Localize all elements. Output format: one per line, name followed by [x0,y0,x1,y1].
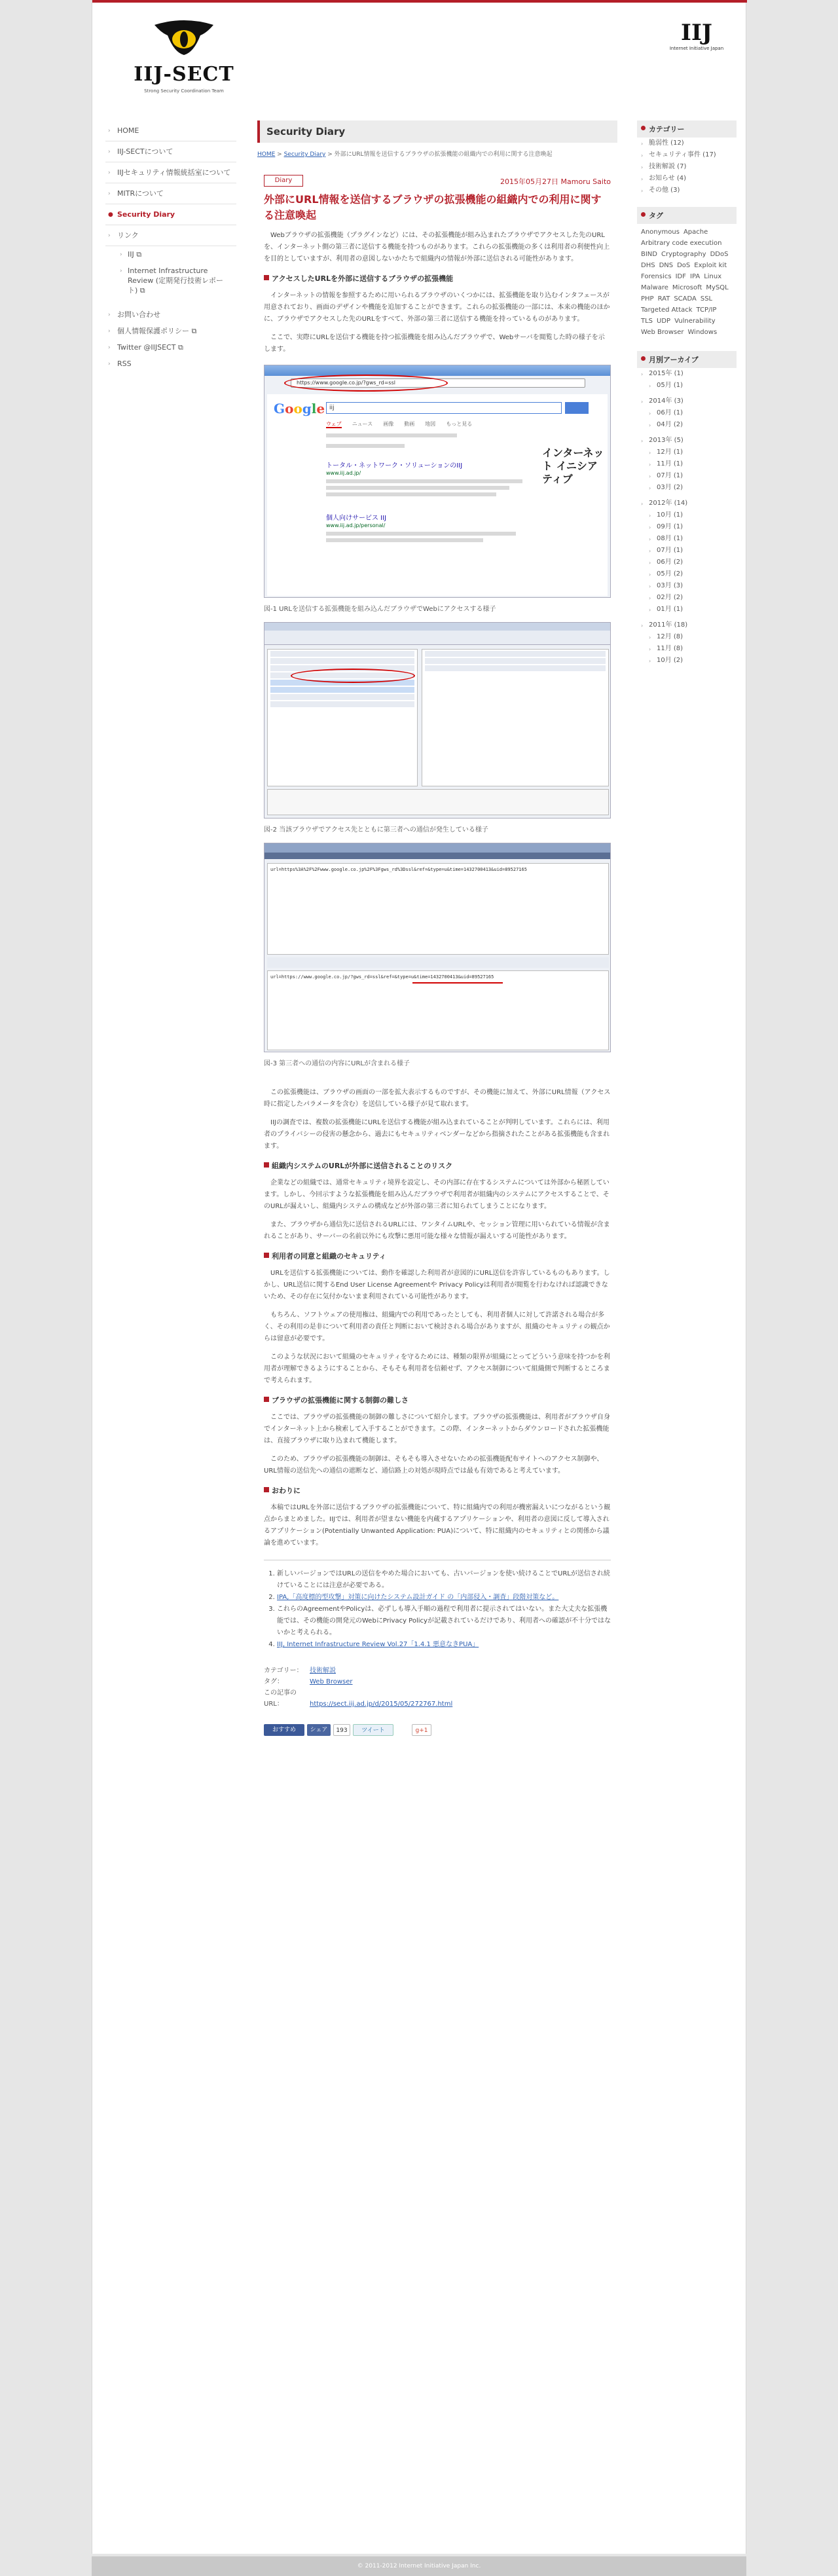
chevron-right-icon: › [649,583,651,589]
breadcrumb-diary[interactable]: Security Diary [283,151,326,158]
chevron-right-icon: › [641,164,644,170]
chevron-right-icon: › [641,623,644,629]
post-title: 外部にURL情報を送信するブラウザの拡張機能の組織内での利用に関する注意喚起 [264,193,602,221]
archive-month[interactable] [637,470,737,482]
eye-logo-icon [155,20,213,59]
chevron-right-icon: › [649,450,651,456]
result-placeholder [326,433,457,437]
status-pane [267,789,609,815]
figure-browser-screenshot[interactable] [264,365,611,598]
footnote: 3. これらのAgreementやPolicyは、必ずしも導入手順の過程で利用者に提示されてはいない。また大丈夫な拡張機能では、その機能の開発元のWebにPrivacy Policyが記載されているだけであり、利用者への確認が不十分ではないかと考えられる。 [277,1604,611,1639]
nav-label: リンク [117,231,139,240]
search-tab: 動画 [404,421,415,427]
tag-link[interactable]: Cryptography [661,251,706,258]
archive-month[interactable] [637,655,737,667]
breadcrumb-sep: > [275,151,284,158]
tool-titlebar [264,843,610,853]
tag-link[interactable]: SSL [700,295,713,303]
result-placeholder [326,532,516,536]
section-heading: 利用者の同意と組織のセキュリティ [257,1251,617,1261]
archive-month-label: 07月 (1) [657,472,683,479]
iij-mark: IIJ [681,20,712,46]
result-placeholder [326,486,509,490]
search-tab: ウェブ [326,421,342,427]
result-url: www.iij.ad.jp/personal/ [326,523,386,528]
archive-month[interactable] [637,482,737,494]
archive-month-label: 05月 (2) [657,570,683,578]
chevron-right-icon: › [108,361,111,367]
decoded-request-text: url=https://www.google.co.jp/?gws_rd=ssl&ref=&type=u&time=1432700413&uid=89527165 [267,970,609,1050]
tag-cloud [637,224,737,340]
chevron-right-icon: › [641,399,644,405]
chevron-right-icon: › [649,658,651,664]
inspector-panel [422,649,609,786]
transform-toolbar [267,957,609,968]
info-label: カテゴリー： [264,1667,303,1674]
archive-month-label: 10月 (2) [657,657,683,664]
chevron-right-icon: › [649,473,651,479]
knowledge-panel-title: インターネット イニシアティブ [542,447,604,485]
archive-month[interactable] [637,545,737,557]
archive-month-label: 03月 (2) [657,484,683,491]
archive-month[interactable] [637,419,737,431]
category-label: お知らせ (4) [649,175,687,182]
category-label: 脆弱性 (12) [649,139,684,147]
archive-month[interactable] [637,580,737,592]
archive-month-label: 04月 (2) [657,421,683,428]
archive-month[interactable] [637,557,737,568]
browser-body [267,394,608,596]
archive-month[interactable] [637,592,737,604]
nav-item-about-office[interactable] [105,162,236,183]
paragraph: 企業などの組織では、通常セキュリティ境界を設定し、その内部に存在するシステムについては外部から秘匿しています。しかし、今回示すような拡張機能を組み込んだブラウザで利用者が組織内のシステムにアクセスすることで、そのURLが漏えいし、組織内システムの構成などが外部の第三者に知られてしまうことになります。 [264,1179,610,1210]
tag-link[interactable]: DoS [677,262,691,269]
search-tab: もっと見る [446,421,473,427]
archive-month-label: 03月 (3) [657,582,683,589]
section-heading: ブラウザの拡張機能に関する制御の難しさ [257,1395,617,1405]
section-heading: 組織内システムのURLが外部に送信されることのリスク [257,1160,617,1171]
search-box: iij [326,402,562,414]
chevron-right-icon: › [108,128,111,134]
tag-link[interactable]: DNS [659,262,674,269]
category-label: その他 (3) [649,187,680,194]
paragraph: このため、ブラウザの拡張機能の制御は、そもそも導入させないための拡張機能配布サイトへのアクセス制御や、URL情報の送信先への通信の遮断など、通信路上の対処が現時点では最も有効であると考えています。 [264,1456,604,1475]
logo-text: IIJ-SECT [134,63,234,86]
paragraph: ここで、実際にURLを送信する機能を持つ拡張機能を組み込んだブラウザで、Webサーバを閲覧した時の様子を示します。 [264,334,605,353]
category-label: 技術解説 (7) [649,163,687,170]
right-sidebar [637,120,737,671]
left-navigation [105,120,236,372]
tag-link[interactable]: BIND [641,251,657,258]
paragraph: もちろん、ソフトウェアの使用権は、組織内での利用であったとしても、利用者個人に対して許諾される場合が多く、その利用の是非について利用者の責任と判断において検討される場合がありますが、組織のセキュリティの観点からは留意が必要です。 [264,1312,610,1342]
chevron-right-icon: › [649,524,651,530]
chevron-right-icon: › [641,141,644,147]
archive-month[interactable] [637,407,737,419]
page-container [92,0,746,2554]
section-heading: アクセスしたURLを外部に送信するブラウザの拡張機能 [257,273,617,284]
section-title: Security Diary [257,120,617,143]
top-accent-line [92,0,747,3]
chevron-right-icon: › [649,607,651,613]
chevron-right-icon: › [641,371,644,377]
nav-label: Internet Infrastructure Review (定期発行技術レポート) [128,267,224,295]
archive-month-label: 06月 (2) [657,559,683,566]
tag-link[interactable]: IPA [690,273,701,280]
result-placeholder [326,444,405,448]
archive-year[interactable] [637,435,737,447]
figure-traffic-capture[interactable] [264,622,611,819]
chevron-right-icon: › [641,176,644,182]
paragraph: IIJの調査では、複数の拡張機能にURLを送信する機能が組み込まれていることが判明しています。これらには、利用者のプライバシーの侵害の懸念から、過去にもセキュリティベンダーなどから指摘されたことがある拡張機能も含まれます。 [264,1119,610,1150]
external-link-icon: ⧉ [191,327,197,335]
result-placeholder [326,492,496,496]
chevron-right-icon: › [108,312,111,318]
category-link[interactable]: 技術解説 [310,1667,336,1674]
archive-month[interactable] [637,533,737,545]
external-link-icon: ⧉ [136,250,142,259]
archive-month[interactable] [637,604,737,616]
archive-month[interactable] [637,380,737,392]
nav-twitter[interactable] [105,339,236,356]
tag-link[interactable]: Targeted Attack [641,306,693,314]
search-button [565,402,589,414]
nav-label: IIJ [128,250,134,259]
figure-request-content[interactable] [264,843,611,1052]
result-url: www.iij.ad.jp/ [326,470,361,476]
nav-label: RSS [117,359,132,368]
facebook-like-button[interactable]: おすすめ [264,1724,304,1736]
archive-month-label: 09月 (1) [657,523,683,530]
highlight-oval [284,375,448,392]
nav-item-about-mitr[interactable] [105,183,236,204]
chevron-right-icon: › [120,251,122,258]
tweet-button[interactable]: ツイート [353,1724,393,1736]
category-item[interactable] [637,138,737,149]
chevron-right-icon: › [641,188,644,194]
chevron-right-icon: › [649,536,651,542]
search-tab: 画像 [383,421,394,427]
browser-address-bar: https://www.google.co.jp/?gws_rd=ssl [291,378,585,388]
nav-label: お問い合わせ [117,310,160,319]
chevron-right-icon: › [120,268,122,274]
nav-label: IIJ-SECTについて [117,147,173,156]
chevron-right-icon: › [649,513,651,519]
tool-subbar [264,853,610,859]
browser-titlebar [264,365,610,376]
search-tab: 地図 [425,421,436,427]
chevron-right-icon: › [108,191,111,197]
archive-month[interactable] [637,447,737,458]
tag-link[interactable]: MySQL [706,284,729,291]
tag-link[interactable]: Apache [683,229,708,236]
archive-month-label: 08月 (1) [657,535,683,542]
category-widget-title: カテゴリー [637,120,737,138]
chevron-right-icon: › [641,153,644,158]
archive-month[interactable] [637,643,737,655]
paragraph: このような状況において組織のセキュリティを守るためには、種類の限界が組織にとってどういう意味を持つかを利用者が理解できるようにすることから、そもそも利用者を信頼せず、アクセス制御について組織側で判断するところまで考えられます。 [264,1353,610,1384]
chevron-right-icon: › [649,485,651,491]
paragraph: ここでは、ブラウザの拡張機能の制御の難しさについて紹介します。ブラウザの拡張機能は、利用者がブラウザ自身でインターネット上から検索して入手することができます。この際、インターネットからダウンロードされた拡張機能は、直接ブラウザに取り込まれて機能します。 [264,1414,610,1444]
nav-sub-iir[interactable] [105,263,236,299]
tag-link[interactable]: UDP [657,318,671,325]
nav-item-security-diary[interactable] [105,204,236,225]
breadcrumb-sep: > [325,151,335,158]
chevron-right-icon: › [641,438,644,444]
archive-year[interactable] [637,396,737,407]
archive-month[interactable] [637,568,737,580]
category-item[interactable] [637,173,737,185]
nav-contact[interactable] [105,306,236,323]
tag-link[interactable]: Malware [641,284,668,291]
breadcrumb [257,149,617,158]
footnote-link[interactable]: IPA,「高度標的型攻撃」対策に向けたシステム設計ガイド の「内部侵入・調査」段階対策など。 [277,1594,559,1601]
nav-label: HOME [117,126,139,135]
paragraph: また、ブラウザから通信先に送信されるURLには、ワンタイムURLや、セッション管理に用いられている情報が含まれることがあり、サーバーの名前以外にも攻撃に悪用可能な様々な情報が漏えいする可能性があります。 [264,1221,610,1240]
search-tabs [326,420,483,428]
search-tab: ニュース [352,421,373,427]
category-item[interactable] [637,149,737,161]
search-engine-logo: Google [274,401,325,416]
chevron-right-icon: › [108,344,111,351]
archive-month-label: 11月 (1) [657,460,683,468]
nav-label: MITRについて [117,189,164,198]
tag-link[interactable]: RAT [657,295,670,303]
tag-link[interactable]: Web Browser [310,1678,353,1685]
tag-link[interactable]: DDoS [710,251,729,258]
paragraph: この拡張機能は、ブラウザの画面の一部を拡大表示するものですが、その機能に加えて、外部にURL情報（アクセス時に指定したパラメータを含む）を送信している様子が見て取れます。 [264,1089,611,1108]
paragraph: 本稿ではURLを外部に送信するブラウザの拡張機能について、特に組織内での利用が機密漏えいにつながるという観点からまとめました。IIJでは、利用者が望まない機能を内蔵するアプリケーションや、利用者の意図に反して導入されるアプリケーション(Potentially Unwanted Application: PUA)について、特に組織内のセキュリティとの関係から議論を進めています。 [264,1504,611,1547]
archive-year-label: 2013年 (5) [649,437,683,444]
result-placeholder [326,538,483,542]
footer: © 2011-2012 Internet Initiative Japan Inc. [92,2556,746,2576]
nav-label: Twitter @IIJSECT [117,343,176,352]
archive-month-label: 01月 (1) [657,606,683,613]
permalink[interactable]: https://sect.iij.ad.jp/d/2015/05/272767.html [310,1701,453,1708]
nav-label: Security Diary [117,210,175,219]
share-buttons [257,1724,617,1739]
archive-year[interactable] [637,498,737,509]
archive-month[interactable] [637,509,737,521]
chevron-right-icon: › [108,232,111,239]
nav-label: 個人情報保護ポリシー [117,327,189,335]
chevron-right-icon: › [649,548,651,554]
figure-caption: 図-3 第三者への通信の内容にURLが含まれる様子 [264,1060,410,1067]
paragraph: URLを送信する拡張機能については、動作を確認した利用者が意図的にURL送信を許容しているものもあります。しかし、URL送信に関するEnd User License Agreementや Privacy Policyは利用者が閲覧を行わなければ認識できないため、その存在に気付かないまま利用されている可能性があります。 [264,1270,610,1300]
footnote-link[interactable]: IIJ, Internet Infrastructure Review Vol.27「1.4.1 悪意なきPUA」 [277,1641,479,1648]
archive-year-label: 2011年 (18) [649,621,688,629]
archive-month-label: 06月 (1) [657,409,683,416]
nav-rss[interactable] [105,356,236,372]
info-label: この記事のURL： [264,1689,297,1708]
archive-year[interactable] [637,619,737,631]
chevron-right-icon: › [649,572,651,578]
external-link-icon: ⧉ [139,286,145,295]
share-count: 193 [333,1724,350,1736]
iij-corporate-logo[interactable] [667,20,726,51]
figure-caption: 図-2 当該ブラウザでアクセス先とともに第三者への通信が発生している様子 [264,826,488,834]
tag-link[interactable]: Windows [687,329,718,336]
result-link: 個人向けサービス IIJ [326,515,387,522]
chevron-right-icon: › [108,328,111,335]
breadcrumb-current: 外部にURL情報を送信するブラウザの拡張機能の組織内での利用に関する注意喚起 [334,151,553,158]
archive-widget-title: 月別アーカイブ [637,351,737,368]
chevron-right-icon: › [649,560,651,566]
archive-month-label: 12月 (8) [657,633,683,640]
dot-icon: ● [108,212,113,218]
tag-link[interactable]: Web Browser [641,329,684,336]
tool-toolbar [264,631,610,645]
footnote[interactable] [277,1639,611,1651]
tag-link[interactable]: PHP [641,295,654,303]
tag-link[interactable]: TLS [641,318,653,325]
tag-link[interactable]: Microsoft [672,284,702,291]
tag-link[interactable]: DHS [641,262,655,269]
archive-month-label: 05月 (1) [657,382,683,389]
footnote: 1. 新しいバージョンではURLの送信をやめた場合においても、古いバージョンを使い続けることでURLが送信され続けていることには注意が必要である。 [277,1568,611,1592]
archive-month-label: 02月 (2) [657,594,683,601]
logo-tagline: Strong Security Coordination Team [144,88,224,94]
chevron-right-icon: › [649,383,651,389]
category-item[interactable] [637,185,737,196]
figure-caption: 図-1 URLを送信する拡張機能を組み込んだブラウザでWebにアクセスする様子 [264,606,496,613]
result-placeholder [326,479,522,483]
tag-widget-title: タグ [637,207,737,224]
chevron-right-icon: › [649,646,651,652]
archive-month-label: 12月 (1) [657,449,683,456]
tag-link[interactable]: IDF [675,273,686,280]
archive-month[interactable] [637,521,737,533]
archive-year[interactable] [637,368,737,380]
archive-year-label: 2014年 (3) [649,397,683,405]
archive-month[interactable] [637,458,737,470]
google-plus-button[interactable]: g+1 [412,1724,431,1736]
iij-subtitle: Internet Initiative Japan [669,46,724,51]
tag-link[interactable]: Arbitrary code execution [641,240,722,247]
external-link-icon: ⧉ [177,343,183,352]
tag-link[interactable]: Anonymous [641,229,680,236]
category-label: セキュリティ事件 (17) [649,151,716,158]
nav-item-about-sect[interactable] [105,141,236,162]
site-logo[interactable] [118,20,249,92]
archive-year-label: 2012年 (14) [649,500,688,507]
result-link: トータル・ネットワーク・ソリューションのIIJ [326,462,463,469]
paragraph: Webブラウザの拡張機能（プラグインなど）には、その拡張機能が組み込まれたブラウザでアクセスした先のURLを、インターネット側の第三者に送信する機能を持つものがあります。これらの拡張機能の多くは利用者の利便性向上を目的としていますが、利用者の意図しないかたちで組織内の情報が外部に送信される可能性があります。 [264,232,610,263]
footnotes [257,1568,617,1651]
nav-item-home[interactable] [105,120,236,141]
post-info [257,1665,617,1710]
archive-month-label: 11月 (8) [657,645,683,652]
archive-month-label: 07月 (1) [657,547,683,554]
chevron-right-icon: › [649,635,651,640]
tag-link[interactable]: Forensics [641,273,672,280]
footnote[interactable] [277,1592,611,1604]
category-badge[interactable]: Diary [264,175,303,187]
facebook-share-button[interactable]: シェア [307,1724,331,1736]
chevron-right-icon: › [108,149,111,155]
chevron-right-icon: › [649,411,651,416]
archive-month[interactable] [637,631,737,643]
tag-link[interactable]: Linux [704,273,722,280]
chevron-right-icon: › [649,422,651,428]
chevron-right-icon: › [649,595,651,601]
tag-link[interactable]: Vulnerability [674,318,716,325]
archive-year-label: 2015年 (1) [649,370,683,377]
chevron-right-icon: › [641,501,644,507]
tag-link[interactable]: SCADA [674,295,697,303]
tag-link[interactable]: TCP/IP [696,306,717,314]
highlight-underline [412,982,503,984]
category-item[interactable] [637,161,737,173]
tool-titlebar [264,623,610,631]
chevron-right-icon: › [108,170,111,176]
nav-label: IIJセキュリティ情報統括室について [117,168,231,177]
post-meta [257,175,617,188]
nav-privacy[interactable] [105,323,236,339]
encoded-request-text: url=https%3A%2F%2Fwww.google.co.jp%2F%3Fgws_rd%3Dssl&ref=&type=u&time=1432700413&uid=89527165 [267,863,609,955]
section-heading: おわりに [257,1485,617,1496]
archive-list [637,368,737,671]
info-label: タグ： [264,1678,283,1685]
nav-sub-iij[interactable] [105,246,236,263]
highlight-oval [291,669,415,683]
nav-item-links[interactable] [105,225,236,246]
chevron-right-icon: › [649,462,651,468]
main-content [257,120,617,1739]
paragraph: インターネットの情報を参照するために用いられるブラウザのいくつかには、拡張機能を取り込むインタフェースが用意されており、画面のデザインや機能を追加することができます。これらの拡張機能の一部には、本来の機能のほかに、ブラウザでアクセスした先のURLをすべて、外部の第三者に送信する機能を持っているものがあります。 [264,292,610,323]
archive-month-label: 10月 (1) [657,511,683,519]
tag-link[interactable]: Exploit kit [694,262,727,269]
post-date-author: 2015年05月27日 Mamoru Saito [500,177,611,186]
breadcrumb-home[interactable]: HOME [257,151,276,158]
